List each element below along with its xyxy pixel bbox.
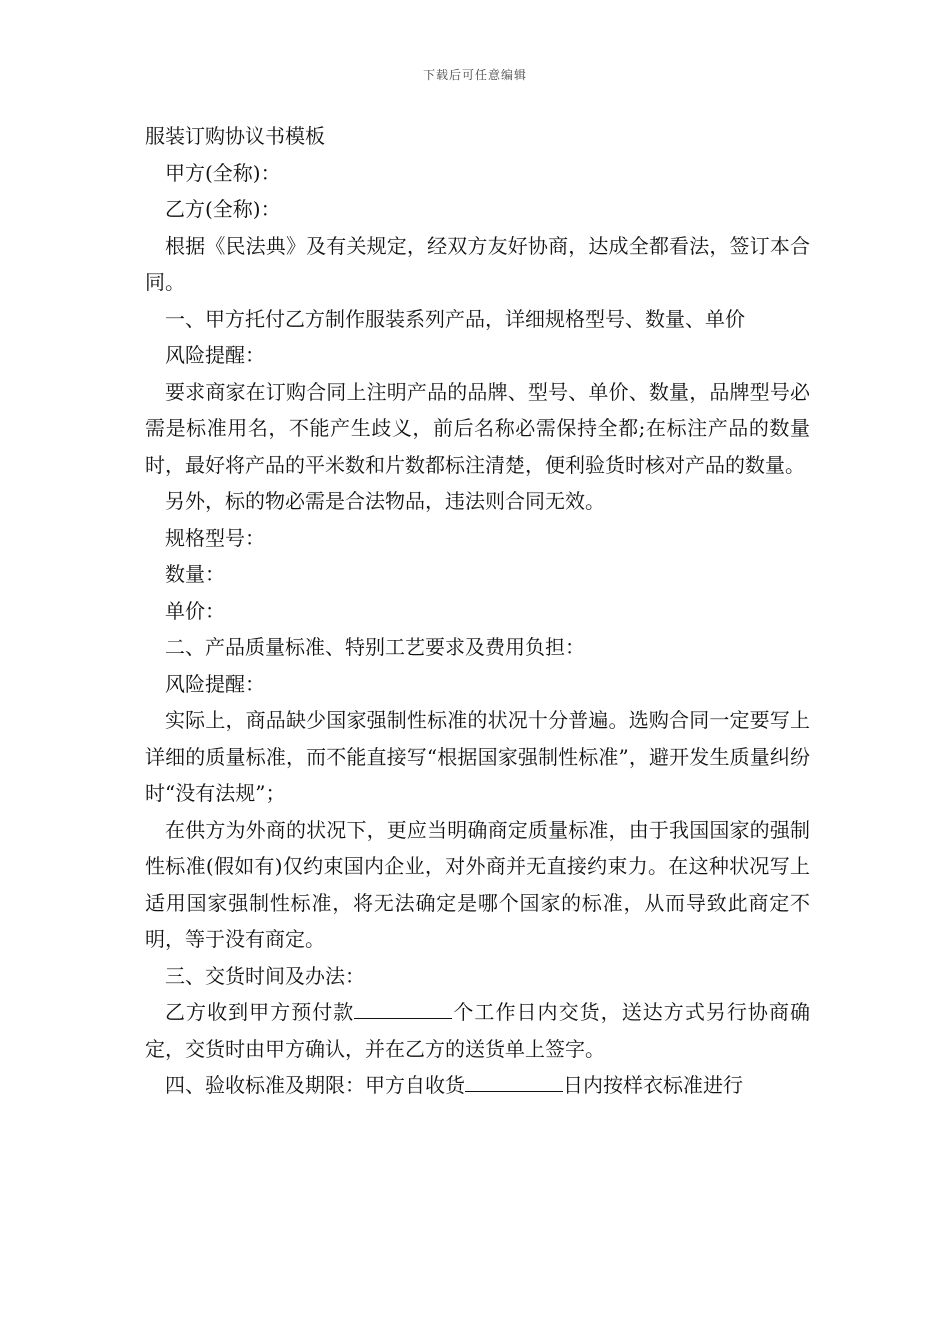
party-a-line: 甲方(全称)： xyxy=(165,160,281,185)
delivery-text-before: 乙方收到甲方预付款 xyxy=(165,1000,355,1024)
section-3-heading: 三、交货时间及办法： xyxy=(165,963,365,988)
risk-paragraph-3: 实际上，商品缺少国家强制性标准的状况十分普遍。选购合同一定要写上详细的质量标准，而不能直接写“根据国家强制性标准”，避开发生质量纠纷时“没有法规”； xyxy=(145,708,810,805)
party-b-line: 乙方(全称)： xyxy=(165,197,281,221)
section-1-heading: 一、甲方托付乙方制作服装系列产品，详细规格型号、数量、单价 xyxy=(165,306,745,331)
section-2-heading: 二、产品质量标准、特别工艺要求及费用负担： xyxy=(165,635,585,659)
spec-model-line: 规格型号： xyxy=(165,525,265,550)
delivery-days-blank xyxy=(354,996,452,1019)
risk-label-1: 风险提醒： xyxy=(165,343,265,367)
delivery-paragraph xyxy=(145,994,810,1067)
section-4-paragraph xyxy=(145,1067,810,1104)
preamble-paragraph: 根据《民法典》及有关规定，经双方友好协商，达成全都看法，签订本合同。 xyxy=(145,233,810,294)
section-4-text-after: 日内按样衣标准进行 xyxy=(563,1073,743,1097)
quantity-line: 数量： xyxy=(165,562,225,586)
document-body xyxy=(145,118,810,1104)
risk-label-2: 风险提醒： xyxy=(165,671,265,696)
inspection-days-blank xyxy=(465,1069,563,1092)
page-header-note: 下载后可任意编辑 xyxy=(422,68,527,82)
risk-paragraph-1: 要求商家在订购合同上注明产品的品牌、型号、单价、数量，品牌型号必需是标准用名，不能产生歧义，前后名称必需保持全都;在标注产品的数量时，最好将产品的平米数和片数都标注清楚，便利验货时核对产品的数量。 xyxy=(145,379,810,477)
unit-price-line: 单价： xyxy=(165,598,225,623)
delivery-text-after: 个工作日内交货，送达方式另行协商确定，交货时由甲方确认，并在乙方的送货单上签字。 xyxy=(145,1000,811,1061)
risk-paragraph-2: 另外，标的物必需是合法物品，违法则合同无效。 xyxy=(165,489,605,513)
document-title: 服装订购协议书模板 xyxy=(145,124,325,148)
risk-paragraph-4: 在供方为外商的状况下，更应当明确商定质量标准，由于我国国家的强制性标准(假如有)仅约束国内企业，对外商并无直接约束力。在这种状况写上适用国家强制性标准，将无法确定是哪个国家的标准，从而导致此商定不明，等于没有商定。 xyxy=(145,817,810,951)
section-4-text-before: 四、验收标准及期限：甲方自收货 xyxy=(165,1073,465,1097)
